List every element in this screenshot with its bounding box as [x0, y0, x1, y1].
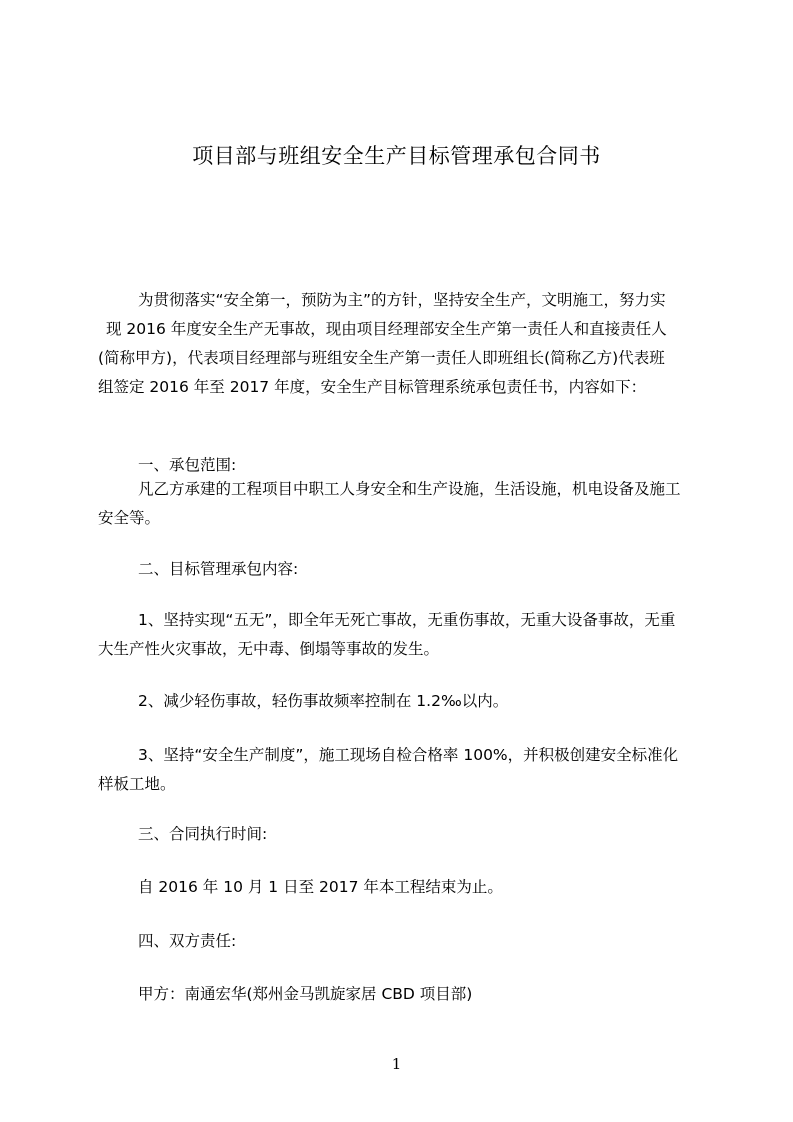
section-heading — [98, 927, 702, 956]
section2-item1 — [98, 606, 702, 664]
section2-item2 — [98, 687, 702, 716]
section3-heading: 三、合同执行时间: — [138, 825, 268, 843]
section3-line: 自 2016 年 10 月 1 日至 2017 年本工程结束为止。 — [138, 878, 503, 896]
page-number: 1 — [391, 1055, 402, 1073]
section2-item1-line: 大生产性火灾事故，无中毒、倒塌等事故的发生。 — [98, 640, 440, 658]
section2-item3-line: 3、坚持“安全生产制度”，施工现场自检合格率 100%，并积极创建安全标准化 — [138, 746, 679, 764]
intro-line: 现 2016 年度安全生产无事故，现由项目经理部安全生产第一责任人和直接责任人 — [106, 320, 667, 338]
section4-heading: 四、双方责任: — [138, 932, 237, 950]
section2-item2-line: 2、减少轻伤事故，轻伤事故频率控制在 1.2‰以内。 — [138, 692, 509, 710]
section2-item3-line: 样板工地。 — [98, 775, 176, 793]
section1-line: 安全等。 — [98, 509, 161, 527]
intro-line: 为贯彻落实“安全第一，预防为主”的方针，坚持安全生产，文明施工，努力实 — [138, 291, 666, 309]
document-title: 项目部与班组安全生产目标管理承包合同书 — [192, 144, 601, 168]
section4-paragraph — [98, 980, 702, 1009]
section1-line: 凡乙方承建的工程项目中职工人身安全和生产设施，生活设施，机电设备及施工 — [138, 480, 681, 498]
section1-paragraph — [98, 475, 702, 533]
section1-heading: 一、承包范围: — [138, 456, 237, 474]
section-heading — [98, 820, 702, 849]
intro-line: (简称甲方)，代表项目经理部与班组安全生产第一责任人即班组长(简称乙方)代表班 — [98, 349, 665, 367]
section2-heading: 二、目标管理承包内容: — [138, 560, 299, 578]
section2-item3 — [98, 741, 702, 799]
intro-paragraph — [98, 286, 702, 402]
section2-item1-line: 1、坚持实现“五无”，即全年无死亡事故，无重伤事故，无重大设备事故，无重 — [138, 611, 676, 629]
intro-line: 组签定 2016 年至 2017 年度，安全生产目标管理系统承包责任书，内容如下： — [98, 378, 647, 396]
section-heading — [98, 555, 702, 584]
section4-line: 甲方：南通宏华(郑州金马凯旋家居 CBD 项目部) — [138, 985, 473, 1003]
section3-paragraph — [98, 873, 702, 902]
